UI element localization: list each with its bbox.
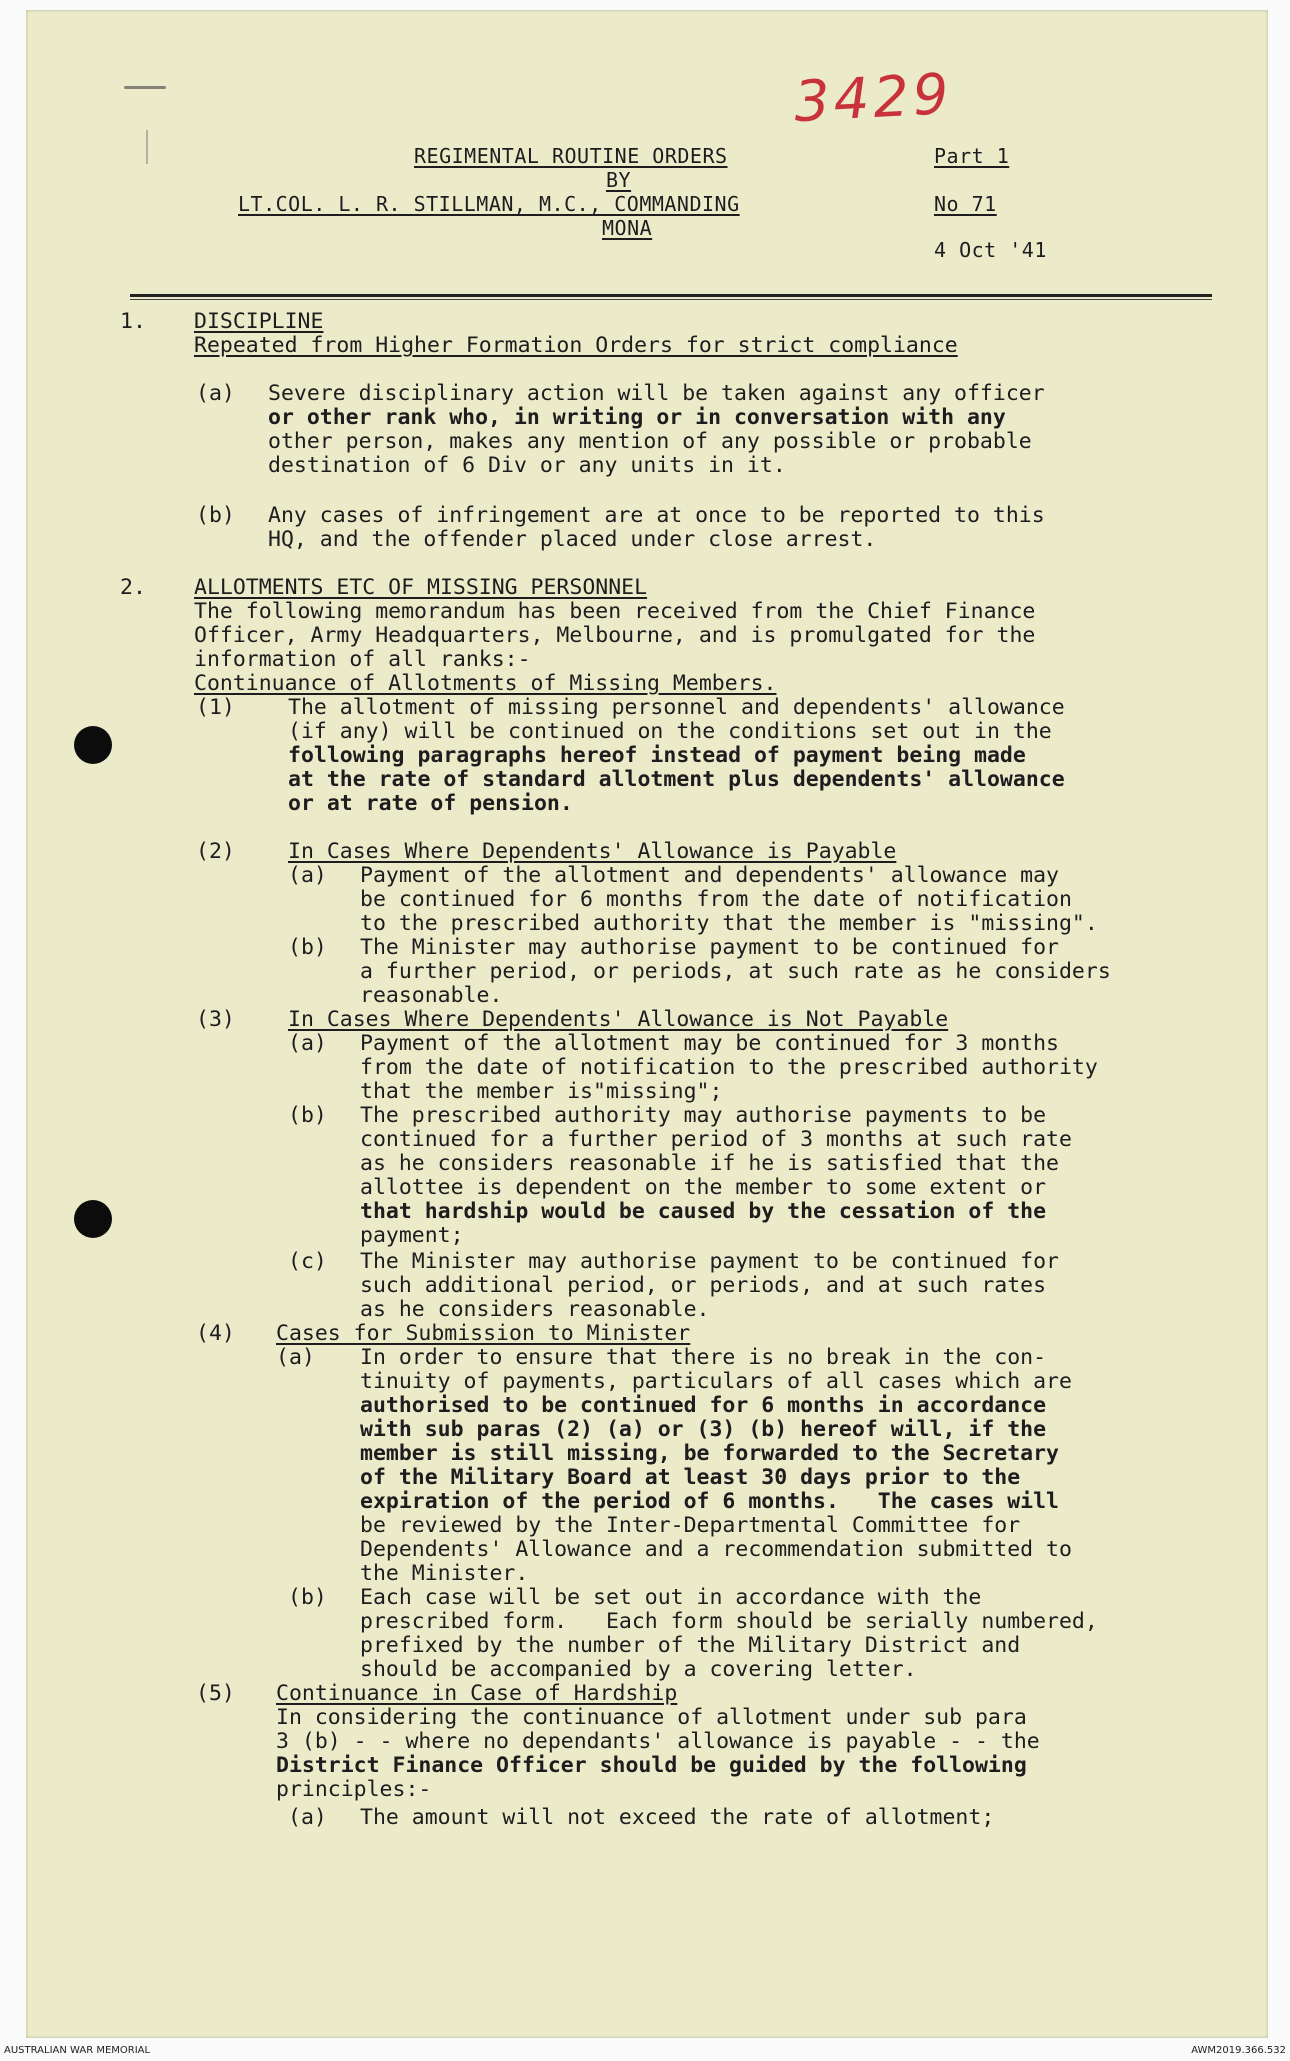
p3a-line: Payment of the allotment may be continued for 3 months: [360, 1031, 1059, 1056]
p4b-label: (b): [288, 1585, 327, 1610]
p2b-line: reasonable.: [360, 983, 503, 1008]
header-rule: [130, 294, 1212, 297]
s2-intro-line: The following memorandum has been received from the Chief Finance: [194, 599, 1036, 624]
p3b-line: allottee is dependent on the member to some extent or: [360, 1175, 1047, 1200]
p3b-line: that hardship would be caused by the cessation of the: [360, 1199, 1047, 1224]
p2a-line: to the prescribed authority that the member is "missing".: [360, 911, 1098, 936]
p2a-label: (a): [288, 863, 327, 888]
p1-line: (if any) will be continued on the conditions set out in the: [288, 719, 1052, 744]
p2b-line: a further period, or periods, at such rate as he considers: [360, 959, 1111, 984]
s2-intro-line: information of all ranks:-: [194, 647, 531, 672]
s1-b-line: Any cases of infringement are at once to be reported to this: [268, 503, 1045, 528]
commander-line: LT.COL. L. R. STILLMAN, M.C., COMMANDING: [238, 192, 740, 216]
p3a-line: that the member is"missing";: [360, 1079, 723, 1104]
pencil-mark: [124, 86, 166, 89]
location: MONA: [602, 216, 653, 240]
p4a-line: the Minister.: [360, 1561, 529, 1586]
faint-mark: [146, 130, 162, 164]
section-2-number: 2.: [120, 575, 146, 600]
p4a-line: expiration of the period of 6 months. The cases will: [360, 1489, 1059, 1514]
s2-intro-line: Officer, Army Headquarters, Melbourne, and is promulgated for the: [194, 623, 1036, 648]
section-1-subtitle: Repeated from Higher Formation Orders for strict compliance: [194, 333, 958, 358]
p3c-line: The Minister may authorise payment to be continued for: [360, 1249, 1059, 1274]
p5-label: (5): [196, 1681, 235, 1706]
p3b-label: (b): [288, 1103, 327, 1128]
p4a-line: In order to ensure that there is no break in the con-: [360, 1345, 1047, 1370]
p1-line: The allotment of missing personnel and dependents' allowance: [288, 695, 1065, 720]
p4-heading: Cases for Submission to Minister: [276, 1321, 691, 1346]
p4-label: (4): [196, 1321, 235, 1346]
orders-by: BY: [606, 168, 632, 192]
p2-heading: In Cases Where Dependents' Allowance is Payable: [288, 839, 897, 864]
p4a-line: authorised to be continued for 6 months in accordance: [360, 1393, 1047, 1418]
p3a-line: from the date of notification to the prescribed authority: [360, 1055, 1098, 1080]
p5-line: District Finance Officer should be guided by the following: [276, 1753, 1027, 1778]
continuance-heading: Continuance of Allotments of Missing Members.: [194, 671, 777, 696]
p4a-line: be reviewed by the Inter-Departmental Committee for: [360, 1513, 1021, 1538]
p4a-line: member is still missing, be forwarded to the Secretary: [360, 1441, 1059, 1466]
punch-hole-upper: [74, 726, 112, 764]
p5a-text: The amount will not exceed the rate of allotment;: [360, 1805, 995, 1830]
s1-b-line: HQ, and the offender placed under close arrest.: [268, 527, 877, 552]
p4a-line: with sub paras (2) (a) or (3) (b) hereof will, if the: [360, 1417, 1047, 1442]
p1-line: at the rate of standard allotment plus dependents' allowance: [288, 767, 1065, 792]
p4b-line: should be accompanied by a covering letter.: [360, 1657, 917, 1682]
p4b-line: prescribed form. Each form should be serially numbered,: [360, 1609, 1098, 1634]
section-1-number: 1.: [120, 309, 146, 334]
section-2-title: ALLOTMENTS ETC OF MISSING PERSONNEL: [194, 575, 648, 600]
s1-a-line: destination of 6 Div or any units in it.: [268, 453, 786, 478]
p4a-line: of the Military Board at least 30 days prior to the: [360, 1465, 1021, 1490]
p3b-line: as he considers reasonable if he is satisfied that the: [360, 1151, 1059, 1176]
s1-a-label: (a): [196, 381, 235, 406]
p4a-line: tinuity of payments, particulars of all cases which are: [360, 1369, 1072, 1394]
p5-heading: Continuance in Case of Hardship: [276, 1681, 678, 1706]
s1-a-line: other person, makes any mention of any possible or probable: [268, 429, 1032, 454]
p3c-line: such additional period, or periods, and at such rates: [360, 1273, 1047, 1298]
section-1-title: DISCIPLINE: [194, 309, 324, 334]
p2-label: (2): [196, 839, 235, 864]
archive-number-handwritten: 3429: [792, 61, 955, 136]
p1-line: or at rate of pension.: [288, 791, 573, 816]
p3b-line: continued for a further period of 3 months at such rate: [360, 1127, 1072, 1152]
p5-line: In considering the continuance of allotment under sub para: [276, 1705, 1027, 1730]
archive-footer: [0, 2043, 1290, 2061]
s1-a-line: or other rank who, in writing or in conversation with any: [268, 405, 1006, 430]
s1-a-line: Severe disciplinary action will be taken against any officer: [268, 381, 1045, 406]
p3b-line: payment;: [360, 1223, 464, 1248]
p3a-label: (a): [288, 1031, 327, 1056]
p4b-line: prefixed by the number of the Military District and: [360, 1633, 1021, 1658]
p5-line: principles:-: [276, 1777, 432, 1802]
punch-hole-lower: [74, 1200, 112, 1238]
p4b-line: Each case will be set out in accordance with the: [360, 1585, 982, 1610]
footer-accession-number: AWM2019.366.532: [1191, 2045, 1286, 2056]
orders-title: REGIMENTAL ROUTINE ORDERS: [414, 144, 728, 168]
p2b-label: (b): [288, 935, 327, 960]
p3-label: (3): [196, 1007, 235, 1032]
p2a-line: Payment of the allotment and dependents' allowance may: [360, 863, 1059, 888]
order-date: 4 Oct '41: [934, 238, 1047, 262]
part-label: Part 1: [934, 144, 1010, 168]
p3c-label: (c): [288, 1249, 327, 1274]
p3b-line: The prescribed authority may authorise payments to be: [360, 1103, 1047, 1128]
p1-line: following paragraphs hereof instead of payment being made: [288, 743, 1026, 768]
p4a-line: Dependents' Allowance and a recommendation submitted to: [360, 1537, 1072, 1562]
p3c-line: as he considers reasonable.: [360, 1297, 710, 1322]
order-number: No 71: [934, 192, 997, 216]
p5-line: 3 (b) - - where no dependants' allowance is payable - - the: [276, 1729, 1040, 1754]
p1-label: (1): [196, 695, 235, 720]
document-page: [26, 10, 1268, 2038]
header-rule-thin: [130, 299, 1212, 300]
footer-institution: AUSTRALIAN WAR MEMORIAL: [4, 2045, 151, 2056]
p3-heading: In Cases Where Dependents' Allowance is Not Payable: [288, 1007, 949, 1032]
p4a-label: (a): [276, 1345, 315, 1370]
p2a-line: be continued for 6 months from the date of notification: [360, 887, 1072, 912]
p5a-label: (a): [288, 1805, 327, 1830]
p2b-line: The Minister may authorise payment to be continued for: [360, 935, 1059, 960]
s1-b-label: (b): [196, 503, 235, 528]
